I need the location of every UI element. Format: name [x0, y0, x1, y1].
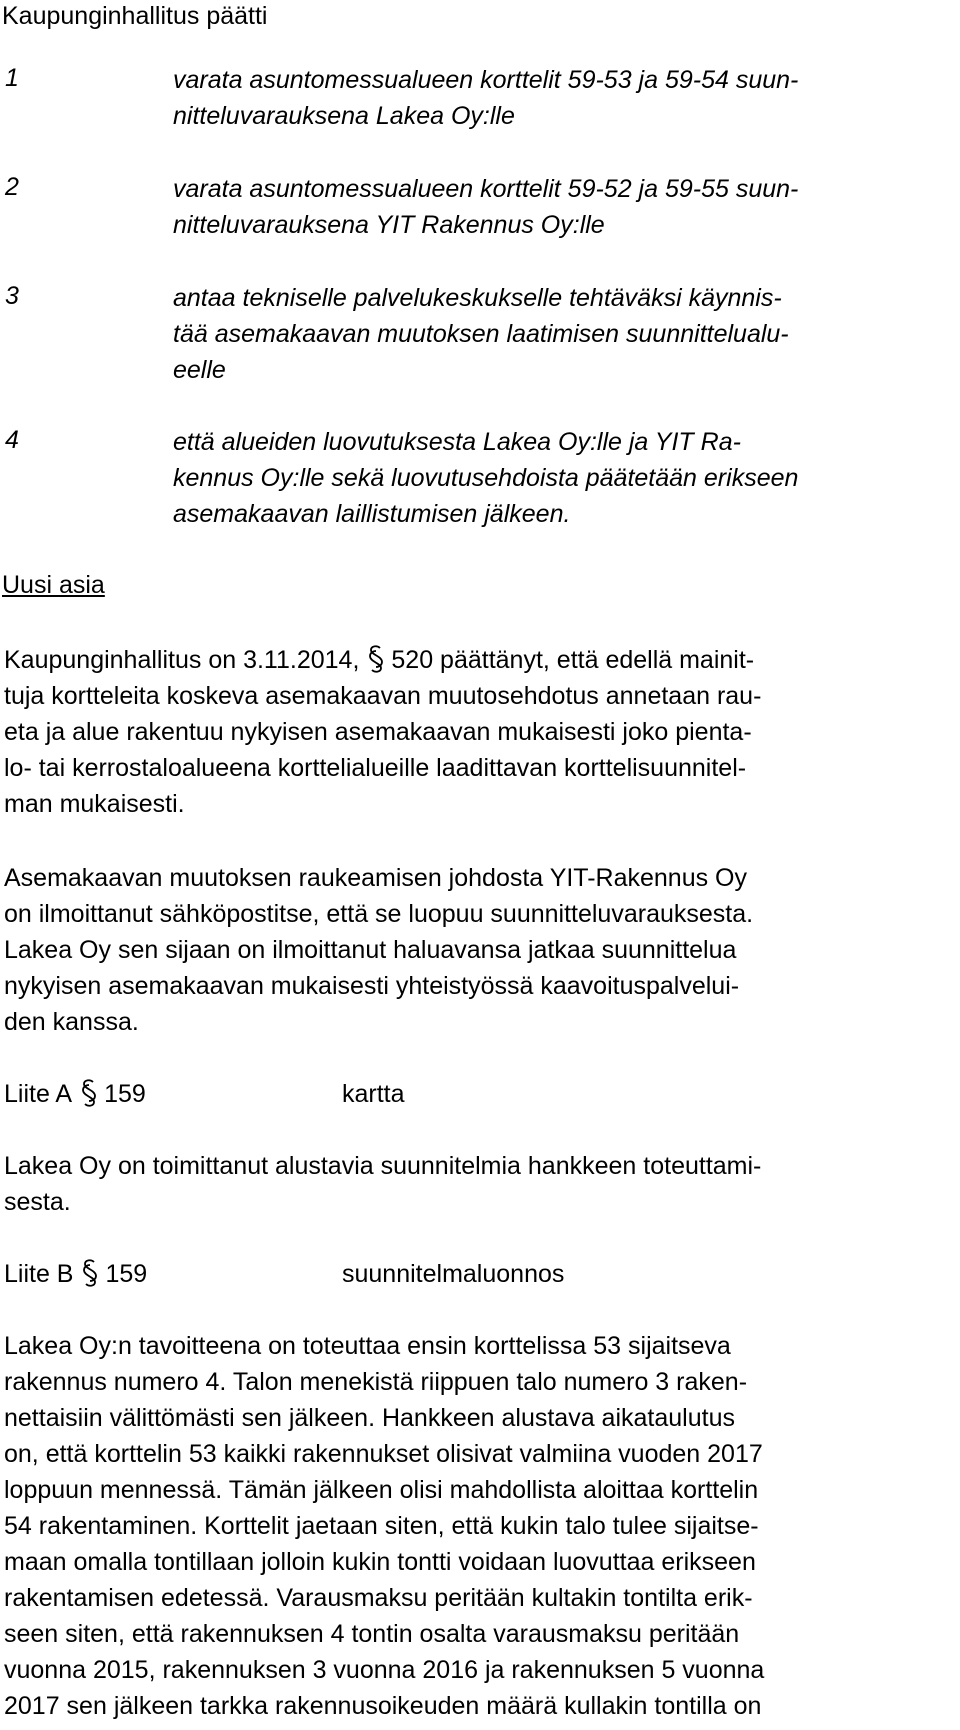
- attachment-b-reference: [4, 1256, 147, 1292]
- paragraph-line: eta ja alue rakentuu nykyisen asemakaavan mukaisesti joko pienta-: [4, 718, 752, 746]
- paragraph-line: sesta.: [4, 1188, 71, 1216]
- decision-text-line: kennus Oy:lle sekä luovutusehdoista päätetään erikseen: [173, 464, 799, 492]
- decision-number: 1: [5, 64, 19, 92]
- paragraph-line: on, että korttelin 53 kaikki rakennukset olisivat valmiina vuoden 2017: [4, 1440, 763, 1468]
- attachment-section: 159: [104, 1080, 146, 1108]
- paragraph-line: tuja kortteleita koskeva asemakaavan muutosehdotus annetaan rau-: [4, 682, 762, 710]
- paragraph-line: rakentamisen edetessä. Varausmaksu peritään kultakin tontilta erik-: [4, 1584, 753, 1612]
- paragraph-line: den kanssa.: [4, 1008, 139, 1036]
- decision-text-line: antaa tekniselle palvelukeskukselle tehtäväksi käynnis-: [173, 284, 782, 312]
- attachment-label: Liite B: [4, 1260, 74, 1288]
- attachment-label: Liite A: [4, 1080, 73, 1108]
- decision-text-line: nitteluvarauksena Lakea Oy:lle: [173, 102, 515, 130]
- paragraph-text: 520 päättänyt, että edellä mainit-: [391, 646, 755, 674]
- paragraph: [4, 642, 939, 822]
- decision-text-line: asemakaavan laillistumisen jälkeen.: [173, 500, 571, 528]
- decision-text-line: varata asuntomessualueen korttelit 59-53 ja 59-54 suun-: [173, 66, 799, 94]
- section-mark-icon: [79, 1258, 101, 1288]
- paragraph-line: Lakea Oy sen sijaan on ilmoittanut haluavansa jatkaa suunnittelua: [4, 936, 737, 964]
- paragraph-line: seen siten, että rakennuksen 4 tontin osalta varausmaksu peritään: [4, 1620, 740, 1648]
- decision-number: 3: [5, 282, 19, 310]
- paragraph-line: maan omalla tontillaan jolloin kukin tontti voidaan luovuttaa erikseen: [4, 1548, 756, 1576]
- decision-number: 4: [5, 426, 19, 454]
- paragraph-line: [4, 642, 939, 678]
- paragraph-text: Kaupunginhallitus on 3.11.2014,: [4, 646, 360, 674]
- decision-text: [173, 62, 798, 134]
- decision-text-line: että alueiden luovutuksesta Lakea Oy:lle ja YIT Ra-: [173, 428, 741, 456]
- paragraph: [4, 860, 939, 1040]
- paragraph-line: rakennus numero 4. Talon menekistä riippuen talo numero 3 raken-: [4, 1368, 748, 1396]
- paragraph-line: 54 rakentaminen. Korttelit jaetaan siten, että kukin talo tulee sijaitse-: [4, 1512, 759, 1540]
- paragraph-line: nettaisiin välittömästi sen jälkeen. Hankkeen alustava aikataulutus: [4, 1404, 735, 1432]
- paragraph-line: nykyisen asemakaavan mukaisesti yhteistyössä kaavoituspalvelui-: [4, 972, 740, 1000]
- decision-number: 2: [5, 173, 19, 201]
- decision-heading: Kaupunginhallitus päätti: [2, 2, 268, 30]
- section-mark-icon: [78, 1078, 100, 1108]
- section-mark-icon: [365, 644, 387, 674]
- paragraph-line: loppuun mennessä. Tämän jälkeen olisi mahdollista aloittaa korttelin: [4, 1476, 759, 1504]
- attachment-a-description: kartta: [342, 1080, 405, 1108]
- attachment-b-description: suunnitelmaluonnos: [342, 1260, 565, 1288]
- decision-text: [173, 424, 798, 532]
- paragraph-line: on ilmoittanut sähköpostitse, että se luopuu suunnitteluvarauksesta.: [4, 900, 754, 928]
- paragraph-line: Asemakaavan muutoksen raukeamisen johdosta YIT-Rakennus Oy: [4, 864, 747, 892]
- decision-text-line: eelle: [173, 356, 226, 384]
- paragraph-line: Lakea Oy on toimittanut alustavia suunnitelmia hankkeen toteuttami-: [4, 1152, 762, 1180]
- paragraph-line: vuonna 2015, rakennuksen 3 vuonna 2016 ja rakennuksen 5 vuonna: [4, 1656, 765, 1684]
- paragraph-line: man mukaisesti.: [4, 790, 185, 818]
- paragraph: [4, 1148, 939, 1220]
- attachment-section: 159: [105, 1260, 148, 1288]
- decision-text-line: tää asemakaavan muutoksen laatimisen suunnittelualu-: [173, 320, 789, 348]
- paragraph-line: Lakea Oy:n tavoitteena on toteuttaa ensin korttelissa 53 sijaitseva: [4, 1332, 731, 1360]
- decision-text: [173, 280, 789, 388]
- new-case-heading: Uusi asia: [2, 571, 105, 599]
- attachment-a-reference: [4, 1076, 146, 1112]
- paragraph-line: 2017 sen jälkeen tarkka rakennusoikeuden määrä kullakin tontilla on: [4, 1692, 762, 1720]
- paragraph-line: lo- tai kerrostaloalueena korttelialueille laadittavan korttelisuunnitel-: [4, 754, 747, 782]
- paragraph: [4, 1328, 939, 1724]
- decision-text: [173, 171, 798, 243]
- decision-text-line: varata asuntomessualueen korttelit 59-52 ja 59-55 suun-: [173, 175, 799, 203]
- decision-text-line: nitteluvarauksena YIT Rakennus Oy:lle: [173, 211, 605, 239]
